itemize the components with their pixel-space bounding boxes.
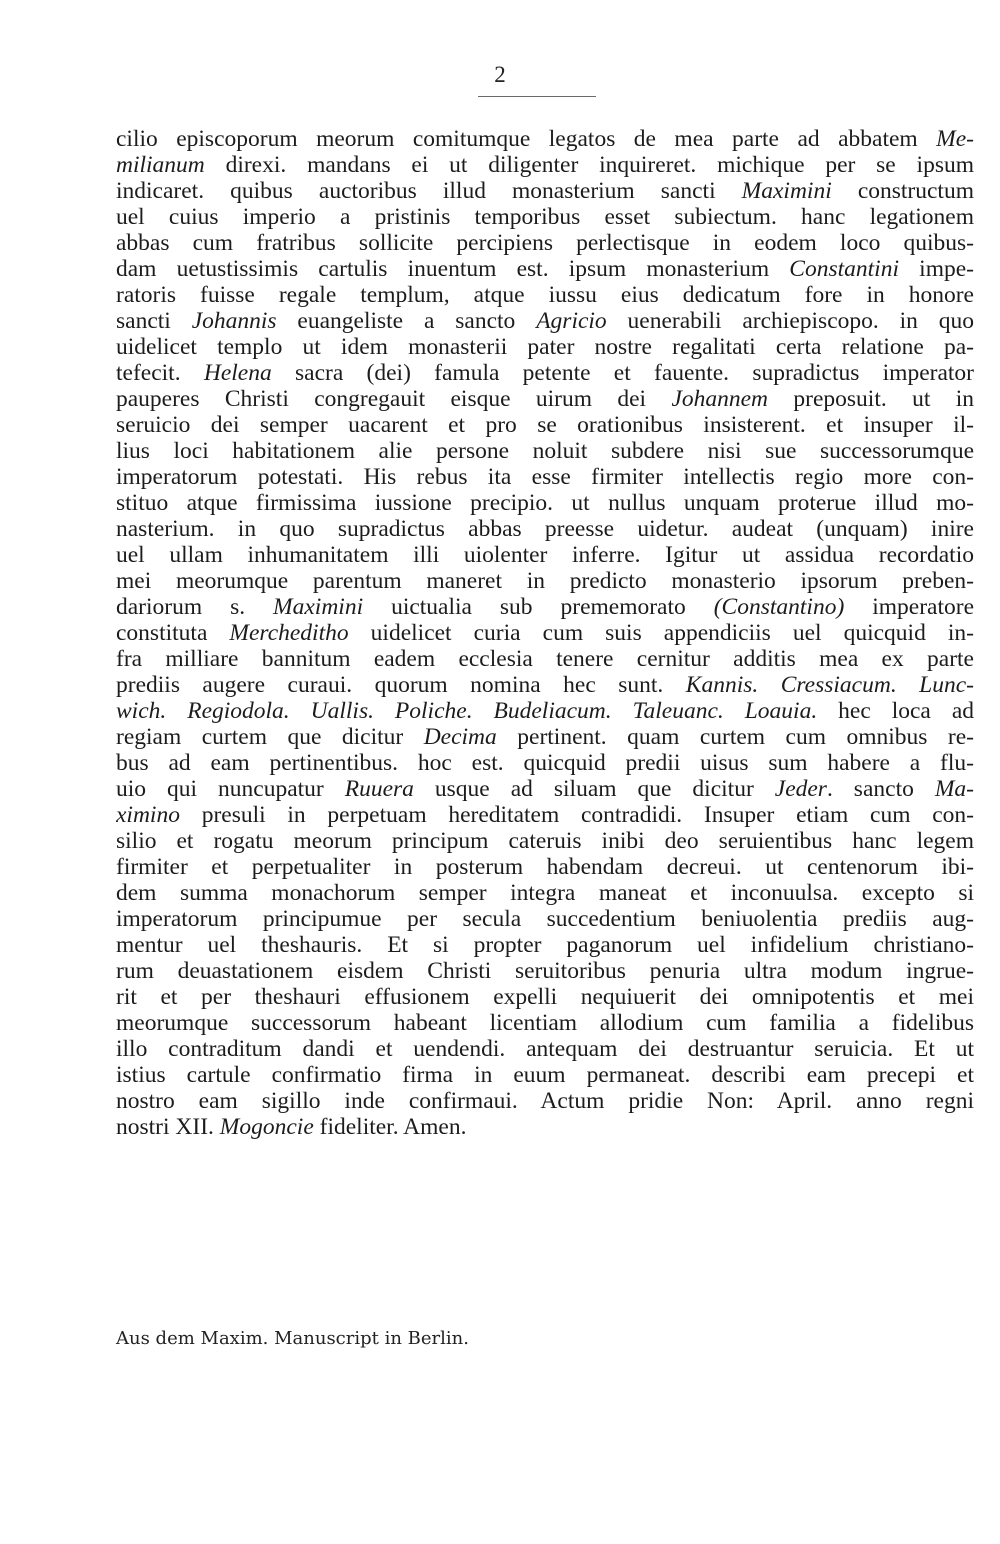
text-run: silio et rogatu meorum principum cateruis inibi deo seruientibus hanc legem: [116, 828, 974, 854]
text-line: [116, 204, 974, 230]
italic-name: Mercheditho: [229, 620, 349, 646]
italic-name: wich. Regiodola. Uallis. Poliche. Budeliacum. Taleuanc. Loauia.: [116, 698, 818, 724]
text-line: [116, 828, 974, 854]
italic-name: ximino: [116, 802, 180, 828]
text-run: euangeliste a sancto: [276, 308, 537, 334]
text-run: hec loca ad: [817, 698, 974, 724]
text-line: [116, 1114, 974, 1140]
text-run: stituo atque firmissima iussione precipio. ut nullus unquam proterue illud mo-: [116, 490, 974, 516]
text-run: impe-: [898, 256, 974, 282]
text-line: [116, 542, 974, 568]
text-run: lius loci habitationem alie persone noluit subdere nisi sue successorumque: [116, 438, 974, 464]
text-line: [116, 932, 974, 958]
text-line: [116, 178, 974, 204]
text-run: firmiter et perpetualiter in posterum habendam decreui. ut centenorum ibi-: [116, 854, 974, 880]
text-run: fideliter. Amen.: [313, 1114, 467, 1140]
text-line: [116, 594, 974, 620]
text-line: [116, 334, 974, 360]
text-run: tefecit.: [116, 360, 204, 386]
text-run: indicaret. quibus auctoribus illud monasterium sancti: [116, 178, 742, 204]
italic-name: Maximini: [273, 594, 364, 620]
page-number: 2: [494, 62, 506, 87]
text-run: istius cartule confirmatio firma in euum permaneat. describi eam precepi et: [116, 1062, 974, 1088]
text-run: uidelicet curia cum suis appendiciis uel quicquid in-: [348, 620, 974, 646]
text-line: [116, 568, 974, 594]
text-run: presuli in perpetuam hereditatem contradidi. Insuper etiam cum con-: [179, 802, 974, 828]
text-line: [116, 230, 974, 256]
text-run: prediis augere curaui. quorum nomina hec sunt.: [116, 672, 686, 698]
text-line: [116, 1062, 974, 1088]
italic-name: Me-: [936, 126, 974, 152]
text-line: [116, 672, 974, 698]
text-line: [116, 282, 974, 308]
italic-name: Ma-: [934, 776, 974, 802]
text-line: [116, 750, 974, 776]
text-line: [116, 1036, 974, 1062]
text-line: [116, 256, 974, 282]
page-number-rule: [478, 96, 596, 97]
text-run: usque ad siluam que dicitur: [413, 776, 775, 802]
text-run: nostro eam sigillo inde confirmaui. Actum pridie Non: April. anno regni: [116, 1088, 974, 1114]
text-run: pauperes Christi congregauit eisque uirum dei: [116, 386, 672, 412]
text-run: . sancto: [826, 776, 935, 802]
text-run: sacra (dei) famula petente et fauente. supradictus imperator: [271, 360, 974, 386]
text-line: [116, 776, 974, 802]
text-run: cilio episcoporum meorum comitumque legatos de mea parte ad abbatem: [116, 126, 937, 152]
text-run: constructum: [831, 178, 974, 204]
text-line: [116, 490, 974, 516]
text-line: [116, 412, 974, 438]
italic-name: Jeder: [774, 776, 827, 802]
text-run: preposuit. ut in: [768, 386, 974, 412]
text-run: bus ad eam pertinentibus. hoc est. quicquid predii uisus sum habere a flu-: [116, 750, 974, 776]
text-line: [116, 724, 974, 750]
text-run: nasterium. in quo supradictus abbas preesse uidetur. audeat (unquam) inire: [116, 516, 974, 542]
text-line: [116, 620, 974, 646]
text-run: fra milliare bannitum eadem ecclesia tenere cernitur additis mea ex parte: [116, 646, 974, 672]
text-line: [116, 906, 974, 932]
text-run: dariorum s.: [116, 594, 274, 620]
text-run: imperatorum potestati. His rebus ita esse firmiter intellectis regio more con-: [116, 464, 974, 490]
text-line: [116, 802, 974, 828]
text-run: uio qui nuncupatur: [116, 776, 345, 802]
text-run: rum deuastationem eisdem Christi seruitoribus penuria ultra modum ingrue-: [116, 958, 974, 984]
text-run: nostri XII.: [116, 1114, 220, 1140]
text-run: uenerabili archiepiscopo. in quo: [606, 308, 974, 334]
italic-name: Constantini: [789, 256, 899, 282]
text-line: [116, 464, 974, 490]
italic-name: Ruuera: [344, 776, 414, 802]
text-run: seruicio dei semper uacarent et pro se orationibus insisterent. et insuper il-: [116, 412, 974, 438]
text-line: [116, 516, 974, 542]
text-line: [116, 152, 974, 178]
italic-name: Johannis: [191, 308, 277, 334]
text-run: dam uetustissimis cartulis inuentum est. ipsum monasterium: [116, 256, 790, 282]
text-run: imperatorum principumue per secula succedentium beniuolentia prediis aug-: [116, 906, 974, 932]
text-run: uictualia sub prememorato: [363, 594, 714, 620]
text-line: [116, 126, 974, 152]
text-run: abbas cum fratribus sollicite percipiens perlectisque in eodem loco quibus-: [116, 230, 974, 256]
text-run: ratoris fuisse regale templum, atque iussu eius dedicatum fore in honore: [116, 282, 974, 308]
source-note: Aus dem Maxim. Manuscript in Berlin.: [116, 1328, 469, 1349]
italic-name: Johannem: [671, 386, 769, 412]
italic-name: Helena: [203, 360, 272, 386]
italic-name: Maximini: [741, 178, 832, 204]
text-run: rit et per theshauri effusionem expelli nequiuerit dei omnipotentis et mei: [116, 984, 974, 1010]
text-line: [116, 880, 974, 906]
text-line: [116, 984, 974, 1010]
text-run: illo contraditum dandi et uendendi. antequam dei destruantur seruicia. Et ut: [116, 1036, 974, 1062]
text-run: dem summa monachorum semper integra maneat et inconuulsa. excepto si: [116, 880, 974, 906]
text-run: direxi. mandans ei ut diligenter inquireret. michique per se ipsum: [204, 152, 974, 178]
text-line: [116, 1088, 974, 1114]
text-line: [116, 958, 974, 984]
text-run: sancti: [116, 308, 192, 334]
text-run: uel ullam inhumanitatem illi uiolenter inferre. Igitur ut assidua recordatio: [116, 542, 974, 568]
text-run: uel cuius imperio a pristinis temporibus esset subiectum. hanc legationem: [116, 204, 974, 230]
text-run: mentur uel theshauris. Et si propter paganorum uel infidelium christiano-: [116, 932, 974, 958]
text-line: [116, 854, 974, 880]
text-run: pertinent. quam curtem cum omnibus re-: [496, 724, 974, 750]
text-run: imperatore: [844, 594, 974, 620]
text-line: [116, 360, 974, 386]
italic-name: Kannis. Cressiacum. Lunc-: [685, 672, 974, 698]
text-line: [116, 646, 974, 672]
italic-name: milianum: [116, 152, 205, 178]
italic-name: (Constantino): [713, 594, 845, 620]
text-line: [116, 1010, 974, 1036]
italic-name: Agricio: [536, 308, 607, 334]
text-run: mei meorumque parentum maneret in predicto monasterio ipsorum preben-: [116, 568, 974, 594]
text-run: regiam curtem que dicitur: [116, 724, 424, 750]
text-line: [116, 438, 974, 464]
text-run: meorumque successorum habeant licentiam allodium cum familia a fidelibus: [116, 1010, 974, 1036]
text-line: [116, 698, 974, 724]
text-line: [116, 308, 974, 334]
text-run: uidelicet templo ut idem monasterii pater nostre regalitati certa relatione pa-: [116, 334, 974, 360]
italic-name: Decima: [423, 724, 497, 750]
text-line: [116, 386, 974, 412]
text-run: constituta: [116, 620, 230, 646]
italic-name: Mogoncie: [219, 1114, 314, 1140]
charter-text: [116, 126, 974, 1140]
